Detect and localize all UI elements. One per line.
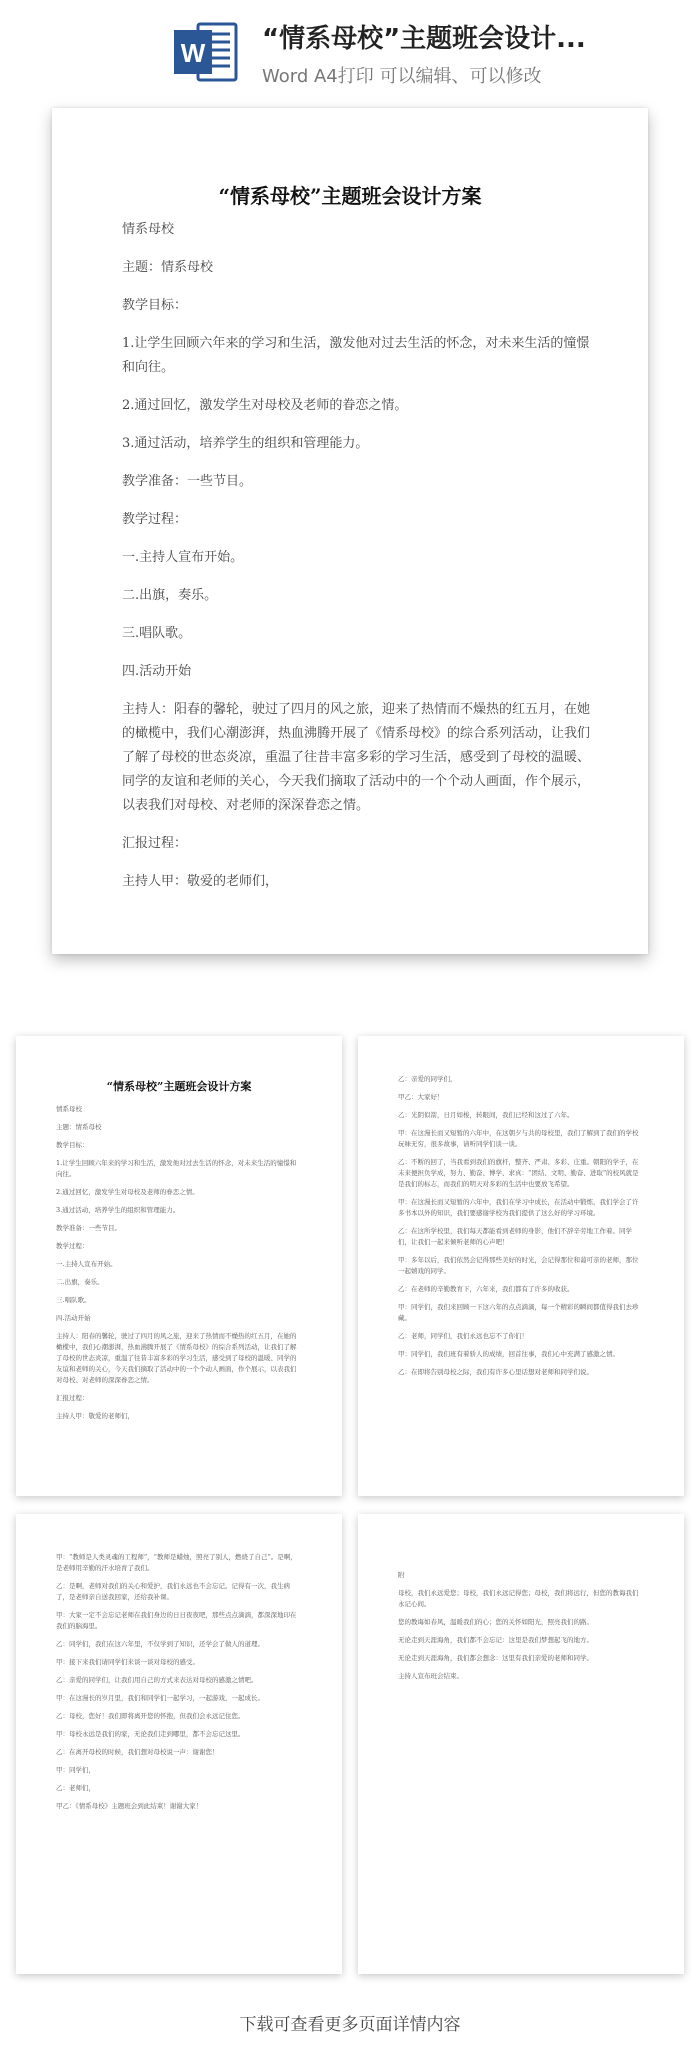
paragraph: 2.通过回忆，激发学生对母校及老师的眷恋之情。 [122, 398, 408, 413]
paragraph: 主持人甲：敬爱的老师们， [122, 874, 279, 889]
paragraph: 教学准备：一些节目。 [122, 474, 253, 489]
paragraph: 母校，我们永远爱您；母校，我们永远记得您；母校，我们将远行，但您的教诲我们永记心间。 [398, 1589, 639, 1608]
paragraph: 1.让学生回顾六年来的学习和生活，激发他对过去生活的怀念，对未来生活的憧憬和向往。 [56, 1159, 297, 1178]
paragraph: 主持人：阳春的馨轮，驶过了四月的风之旅，迎来了热情而不燥热的红五月，在她的橄榄中，我们心潮澎湃，热血沸腾开展了《情系母校》的综合系列活动，让我们了解了母校的世态炎凉，重温了往昔丰富多彩的学习生活，感受到了母校的温暖、同学的友谊和老师的关心，今天我们摘取了活动中的一个个动人画面，作个展示，以表我们对母校、对老师的深深眷恋之情。 [122, 702, 591, 813]
paragraph: 乙：是啊，老师对我们的关心和爱护，我们永远也不会忘记。记得有一次，我生病了，是老师亲自送我回家，还给我补课。 [56, 1582, 290, 1601]
paragraph: 三.唱队歌。 [56, 1296, 91, 1304]
paragraph: 乙：亲爱的同学们，让我们用自己的方式来表达对母校的感激之情吧。 [56, 1676, 258, 1684]
paragraph: 甲：在这漫长的岁月里，我们和同学们一起学习，一起游戏，一起成长。 [56, 1694, 264, 1702]
main-page-preview[interactable] [52, 108, 648, 954]
paragraph: 三.唱队歌。 [122, 626, 192, 641]
paragraph: 1.让学生回顾六年来的学习和生活，激发他对过去生活的怀念，对未来生活的憧憬和向往。 [122, 336, 590, 375]
page-thumbnail-2[interactable] [358, 1036, 684, 1496]
thumbnail-title: “情系母校”主题班会设计方案 [106, 1080, 252, 1093]
thumbnail-body [358, 1036, 684, 1378]
paragraph: 甲乙：《情系母校》主题班会到此结束！谢谢大家！ [56, 1802, 203, 1810]
paragraph: 主题：情系母校 [122, 260, 214, 275]
paragraph: 一.主持人宣布开始。 [56, 1260, 117, 1268]
paragraph: 甲：多年以后，我们依然会记得那些美好的时光，会记得那位和蔼可亲的老师，那位一起嬉戏的同学。 [398, 1256, 639, 1275]
document-title: “情系母校”主题班会设计... [262, 24, 586, 54]
paragraph: 甲乙：大家好！ [398, 1093, 444, 1101]
paragraph: 乙：同学们，我们在这六年里，不仅学到了知识，还学会了做人的道理。 [56, 1640, 264, 1648]
paragraph: 甲：同学们，我们来回顾一下这六年的点点滴滴，每一个精彩的瞬间都值得我们去珍藏。 [398, 1303, 639, 1322]
paragraph: 甲：在这漫长而又短暂的六年中，在这朝夕与共的母校里，我们了解到了我们的学校玩味无穷，很多故事，请听同学们谈一谈。 [398, 1129, 639, 1148]
paragraph: 乙：母校，您好！我们即将离开您的怀抱，但我们会永远记住您。 [56, 1712, 245, 1720]
paragraph: 教学目标： [122, 298, 188, 313]
paragraph: 教学过程： [56, 1242, 89, 1250]
paragraph: 汇报过程： [122, 836, 188, 851]
paragraph: 主题：情系母校 [56, 1123, 102, 1131]
paragraph: 甲：同学们，我们班有着骄人的成绩，回首往事，我们心中充满了感激之情。 [398, 1350, 619, 1358]
paragraph: 主持人甲：敬爱的老师们， [56, 1412, 134, 1420]
paragraph: 乙：在老师的辛勤教育下，六年来，我们都有了许多的收获。 [398, 1285, 574, 1293]
paragraph: 无论走到天涯海角，我们都会想念：这里有我们亲爱的老师和同学。 [398, 1654, 593, 1662]
paragraph: 主持人宣布班会结束。 [398, 1672, 463, 1680]
paragraph: 二.出旗，奏乐。 [122, 588, 218, 603]
paragraph: 甲：母校永远是我们的家，无论我们走到哪里，都不会忘记这里。 [56, 1730, 245, 1738]
paragraph: 3.通过活动，培养学生的组织和管理能力。 [56, 1206, 180, 1214]
paragraph: 乙：在即将告别母校之际，我们有许多心里话想对老师和同学们说。 [398, 1368, 593, 1376]
paragraph: 附 [398, 1571, 405, 1579]
paragraph: 甲：“教师是人类灵魂的工程师”，“教师是蜡烛，照亮了别人，燃烧了自己”。是啊，是老师用辛勤的汗水培育了我们。 [56, 1553, 297, 1572]
word-logo-letter: W [180, 38, 206, 68]
thumbnail-body [16, 1514, 342, 1812]
paragraph: 乙：亲爱的同学们， [398, 1075, 457, 1083]
paragraph: 教学目标： [56, 1141, 89, 1149]
paragraph: 乙：在离开母校的时候，我们想对母校说一声：谢谢您！ [56, 1748, 219, 1756]
paragraph: 一.主持人宣布开始。 [122, 550, 244, 565]
paragraph: 乙：不断的回了，当我看到我们的旗杆，整齐、严肃、多彩、庄重。朝阳的学子，在未来便担负学成，努力、勤奋、博学、求真：“团结、文明、勤奋、进取”的校风就是是我们的标志，而我们的明天对多彩的生活中也要放飞希望。 [398, 1158, 639, 1188]
paragraph: 乙：老师们， [56, 1784, 95, 1792]
paragraph: 乙：光阴似箭，日月如梭，转眼间，我们已经和这过了六年。 [398, 1111, 574, 1119]
download-more-link[interactable]: 下载可查看更多页面详情内容 [239, 2015, 461, 2035]
thumbnail-body [358, 1514, 684, 1682]
paragraph: 甲：在这漫长而又短暂的六年中，我们在学习中成长，在活动中锻炼，我们学会了许多书本以外的知识，我们要感谢学校为我们提供了这么好的学习环境。 [398, 1198, 639, 1217]
word-document-icon [172, 18, 240, 86]
paragraph: 2.通过回忆，激发学生对母校及老师的眷恋之情。 [56, 1188, 199, 1196]
paragraph: 乙：老师，同学们，我们永远也忘不了你们！ [398, 1332, 528, 1340]
paragraph: 甲：大家一定不会忘记老师在我们身边的日日夜夜吧，那些点点滴滴，都深深地印在我们的脑海里。 [56, 1611, 297, 1630]
paragraph: 您的教诲如春风，温暖我们的心；您的关怀如阳光，照亮我们的路。 [398, 1618, 593, 1626]
page-thumbnail-1[interactable] [16, 1036, 342, 1496]
header [0, 0, 700, 100]
paragraph: 汇报过程： [56, 1394, 89, 1402]
paragraph: 二.出旗，奏乐。 [56, 1278, 104, 1286]
paragraph: 教学过程： [122, 512, 188, 527]
paragraph: 甲：同学们， [56, 1766, 95, 1774]
paragraph: 无论走到天涯海角，我们都不会忘记：这里是我们梦想起飞的地方。 [398, 1636, 593, 1644]
page-body [122, 218, 598, 908]
paragraph: 情系母校 [56, 1105, 82, 1113]
paragraph: 3.通过活动，培养学生的组织和管理能力。 [122, 436, 369, 451]
document-subtitle: Word A4打印 可以编辑、可以修改 [262, 66, 542, 87]
page-title: “情系母校”主题班会设计方案 [218, 184, 482, 208]
thumbnail-body [16, 1104, 342, 1422]
paragraph: 四.活动开始 [56, 1314, 91, 1322]
paragraph: 主持人：阳春的馨轮，驶过了四月的风之旅，迎来了热情而不燥热的红五月，在她的橄榄中，我们心潮澎湃，热血沸腾开展了《情系母校》的综合系列活动，让我们了解了母校的世态炎凉，重温了往昔丰富多彩的学习生活，感受到了母校的温暖、同学的友谊和老师的关心，今天我们摘取了活动中的一个个动人画面，作个展示，以表我们对母校、对老师的深深眷恋之情。 [56, 1332, 297, 1384]
paragraph: 四.活动开始 [122, 664, 192, 679]
paragraph: 教学准备：一些节目。 [56, 1224, 121, 1232]
paragraph: 甲：接下来我们请同学们来谈一谈对母校的感受。 [56, 1658, 199, 1666]
page-thumbnail-4[interactable] [358, 1514, 684, 1974]
paragraph: 情系母校 [122, 222, 175, 237]
paragraph: 乙：在这所学校里，我们每天都能看到老师的身影，他们不辞辛劳地工作着。同学们，让我们一起来倾听老师的心声吧！ [398, 1227, 632, 1246]
page-thumbnail-3[interactable] [16, 1514, 342, 1974]
